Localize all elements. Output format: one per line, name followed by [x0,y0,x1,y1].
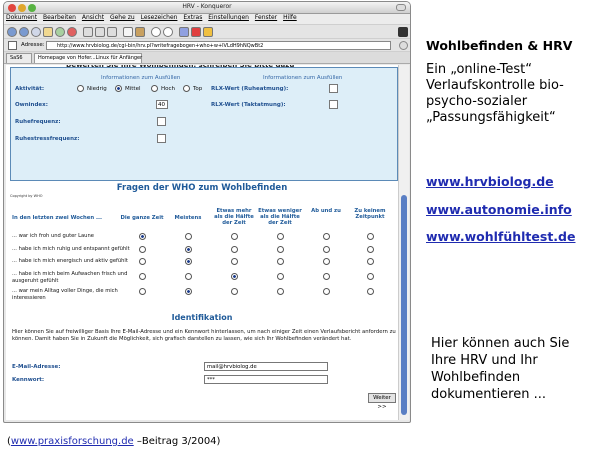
scrollbar-thumb[interactable] [401,195,407,415]
question-text: ... habe ich mich beim Aufwachen frisch und ausgeruht gefühlt [12,271,128,284]
ident-title: Identifikation [171,313,233,322]
email-label: E-Mail-Adresse: [12,364,61,370]
vertical-scrollbar[interactable] [398,65,409,420]
answer-radio[interactable] [231,246,238,253]
menu-ansicht[interactable]: Ansicht [81,14,105,21]
menu-bearbeiten[interactable]: Bearbeiten [43,14,76,21]
menu-bar [4,14,410,24]
column-header: Etwas mehr als die Hälfte der Zeit [214,208,254,226]
who-title: Fragen der WHO zum Wohlbefinden [116,183,288,193]
answer-radio[interactable] [277,273,284,280]
radio-top[interactable] [183,85,190,92]
radio-hoch[interactable] [151,85,158,92]
footer-link[interactable]: www.praxisforschung.de [10,436,134,447]
ownindex-label: Ownindex: [15,102,48,108]
answer-radio[interactable] [185,288,192,295]
menu-hilfe[interactable]: Hilfe [283,14,297,21]
hrv-panel [10,67,398,181]
answer-radio[interactable] [185,273,192,280]
option-top: Top [193,86,203,92]
answer-radio[interactable] [367,258,374,265]
url-input[interactable]: http://www.hrvbiolog.de/cgi-bin/hrv.pl?writefragebogen+who+w+lVLdH9hNQwBt2 [46,41,391,50]
rlx-ruhe-input[interactable] [329,84,338,93]
option-hoch: Hoch [161,86,176,92]
aktivitat-label: Aktivität: [15,86,45,92]
forward-icon[interactable] [19,27,29,37]
radio-mittel[interactable] [115,85,122,92]
copy-icon[interactable] [95,27,105,37]
footer [7,436,220,447]
ruhefrequenz-label: Ruhefrequenz: [15,119,61,125]
go-icon[interactable] [399,41,408,50]
title-bar [4,2,410,14]
question-text: ... war ich froh und guter Laune [12,233,94,239]
collapse-icon[interactable] [396,4,406,11]
answer-radio[interactable] [139,273,146,280]
rlx-ruhe-label: RLX-Wert (Ruheatmung): [211,86,289,92]
slide-title: Wohlbefinden & HRV [426,38,573,53]
menu-einstellungen[interactable]: Einstellungen [208,14,249,21]
slide-subtitle: Ein „online-Test“ Verlaufskontrolle bio-psycho-sozialer „Passungsfähigkeit“ [426,62,564,125]
ownindex-input[interactable]: 40 [156,100,168,109]
home-icon[interactable] [43,27,53,37]
menu-gehe-zu[interactable]: Gehe zu [109,14,135,21]
answer-radio[interactable] [231,288,238,295]
toolbar [4,24,410,39]
font-icon[interactable] [179,27,189,37]
save-icon[interactable] [135,27,145,37]
answer-radio[interactable] [139,258,146,265]
bookmark-icon[interactable] [203,27,213,37]
zoom-out-icon[interactable] [163,27,173,37]
page-content [6,65,398,420]
answer-radio[interactable] [185,246,192,253]
answer-radio[interactable] [277,246,284,253]
info-right[interactable]: Informationen zum Ausfüllen [263,75,343,81]
answer-radio[interactable] [139,233,146,240]
window-title: HRV - Konqueror [182,3,232,10]
in-last-weeks: In den letzten zwei Wochen ... [12,215,103,221]
column-header: Meistens [174,215,202,221]
kde-logo-icon [398,27,408,37]
answer-radio[interactable] [277,258,284,265]
info-left[interactable]: Informationen zum Ausfüllen [101,75,181,81]
answer-radio[interactable] [185,258,192,265]
menu-extras[interactable]: Extras [183,14,203,21]
back-icon[interactable] [7,27,17,37]
answer-radio[interactable] [323,246,330,253]
weiter-button[interactable]: Weiter >> [368,393,396,403]
column-header: Zu keinem Zeitpunkt [354,208,386,220]
copyright: Copyright by WHO [10,194,43,198]
column-header: Etwas weniger als die Hälfte der Zeit [258,208,302,226]
answer-radio[interactable] [323,233,330,240]
column-header: Die ganze Zeit [120,215,164,221]
rlx-takt-label: RLX-Wert (Taktatmung): [211,102,286,108]
stop-icon[interactable] [67,27,77,37]
security-icon[interactable] [191,27,201,37]
footer-open: ( [7,436,11,447]
ident-text: Hier können Sie auf freiwilliger Basis Ihre E-Mail-Adresse und ein Kennwort hinterlassen, um nach einiger Zeit einen Verlaufsbericht anfordern zu können. Damit haben Sie in Zukunft die Möglichkeit, sich grafisch darstellen zu lassen, wie sich Ihr Wohlbefinden verändert hat. [12,329,396,342]
option-niedrig: Niedrig [87,86,107,92]
browser-window [3,1,411,423]
zoom-in-icon[interactable] [151,27,161,37]
answer-radio[interactable] [139,288,146,295]
ruhefrequenz-input[interactable] [157,117,166,126]
answer-radio[interactable] [323,258,330,265]
answer-radio[interactable] [367,246,374,253]
footer-rest: –Beitrag 3/2004) [133,436,221,447]
answer-radio[interactable] [231,258,238,265]
note-text: Hier können auch Sie Ihre HRV und Ihr Wohlbefinden dokumentieren ... [431,336,570,402]
answer-radio[interactable] [185,233,192,240]
location-icon [8,41,17,50]
email-input[interactable]: mail@hrvbiolog.de [204,362,328,371]
radio-niedrig[interactable] [77,85,84,92]
address-label: Adresse: [21,42,45,48]
link-autonomie[interactable]: www.autonomie.info [426,202,572,217]
paste-icon[interactable] [107,27,117,37]
password-label: Kennwort: [12,377,45,383]
tab-bar [4,52,410,64]
location-bar [4,39,410,52]
answer-radio[interactable] [139,246,146,253]
up-icon[interactable] [31,27,41,37]
password-input[interactable]: *** [204,375,328,384]
option-mittel: Mittel [125,86,141,92]
column-header: Ab und zu [311,208,341,214]
question-text: ... habe ich mich energisch und aktiv gefühlt [12,258,128,264]
link-wohlfuehltest[interactable]: www.wohlfühltest.de [426,229,576,244]
answer-radio[interactable] [367,273,374,280]
question-text: ... habe ich mich ruhig und entspannt gefühlt [12,246,130,252]
answer-radio[interactable] [323,273,330,280]
answer-radio[interactable] [231,233,238,240]
answer-radio[interactable] [367,233,374,240]
answer-radio[interactable] [277,233,284,240]
rlx-takt-input[interactable] [329,100,338,109]
menu-dokument[interactable]: Dokument [6,14,38,21]
answer-radio[interactable] [367,288,374,295]
cut-icon[interactable] [83,27,93,37]
reload-icon[interactable] [55,27,65,37]
tab-homepage[interactable]: Homepage von Hofer...Linux für Anfänger [34,53,142,63]
ruhestress-label: Ruhestressfrequenz: [15,136,80,142]
tab-sas6[interactable]: SaS6 [6,53,32,63]
answer-radio[interactable] [231,273,238,280]
answer-radio[interactable] [323,288,330,295]
link-hrvbiolog[interactable]: www.hrvbiolog.de [426,174,554,189]
question-text: ... war mein Alltag voller Dinge, die mich interessieren [12,288,118,301]
menu-fenster[interactable]: Fenster [254,14,278,21]
answer-radio[interactable] [277,288,284,295]
ruhestress-input[interactable] [157,134,166,143]
print-icon[interactable] [123,27,133,37]
menu-lesezeichen[interactable]: Lesezeichen [140,14,178,21]
